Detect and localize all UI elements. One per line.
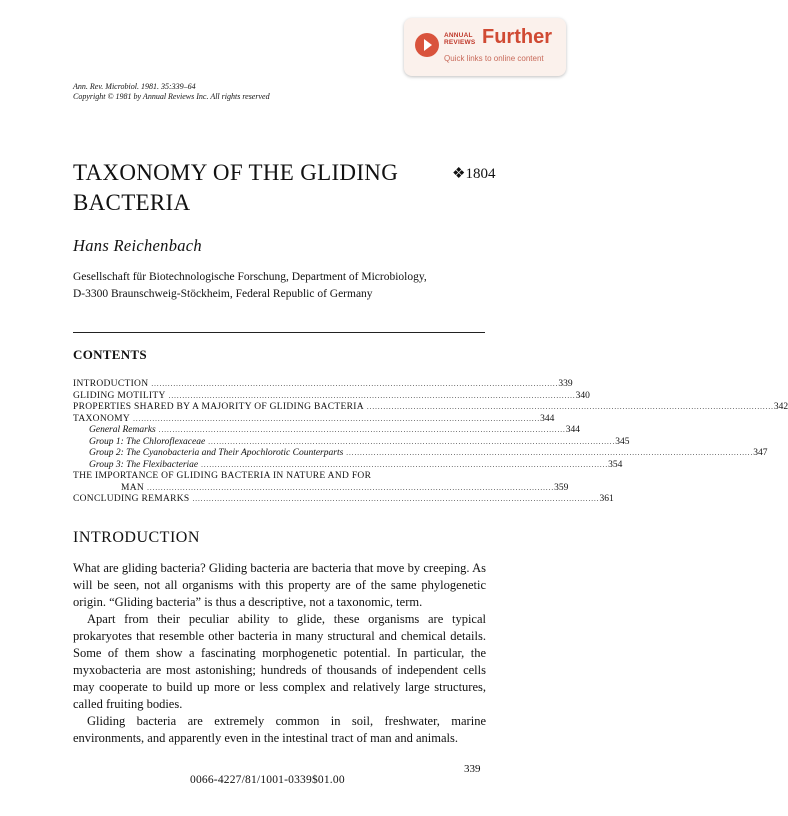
divider [73, 332, 485, 333]
table-of-contents [73, 379, 788, 506]
title-line-2: BACTERIA [73, 190, 191, 215]
contents-heading: CONTENTS [73, 347, 147, 362]
title-line-1: TAXONOMY OF THE GLIDING [73, 160, 399, 185]
article-code: 0066-4227/81/1001-0339$01.00 [190, 774, 345, 786]
toc-entry-properties[interactable]: PROPERTIES SHARED BY A MAJORITY OF GLIDING BACTERIA .................................................................................................................................................... 342 [73, 402, 788, 412]
toc-entry-concluding-remarks[interactable]: CONCLUDING REMARKS .................................................................................................................................................... 361 [73, 494, 614, 504]
further-label: Further [482, 26, 552, 48]
author-name: Hans Reichenbach [73, 236, 202, 255]
toc-entry-introduction[interactable]: INTRODUCTION .................................................................................................................................................... 339 [73, 379, 573, 389]
further-tagline: Quick links to online content [444, 54, 544, 63]
paragraph-3: Gliding bacteria are extremely common in soil, freshwater, marine environments, and apparently even in the intestinal tract of man and animals. [73, 714, 486, 745]
toc-entry-group-1[interactable]: Group 1: The Chloroflexaceae .................................................................................................................................................... 345 [89, 436, 630, 447]
article-title [73, 158, 433, 218]
citation-line: Ann. Rev. Microbiol. 1981. 35:339–64 [73, 82, 196, 91]
toc-entry-general-remarks[interactable]: General Remarks .................................................................................................................................................... 344 [89, 425, 580, 435]
paragraph-1: What are gliding bacteria? Gliding bacteria are bacteria that move by creeping. As will be seen, not all organisms with this property are of the same phylogenetic origin. “Gliding bacteria” is thus a descriptive, not a taxonomic, term. [73, 561, 486, 609]
toc-entry-importance-cont[interactable]: MAN .................................................................................................................................................... 359 [121, 482, 569, 493]
toc-entry-importance[interactable]: THE IMPORTANCE OF GLIDING BACTERIA IN NATURE AND FOR [73, 471, 372, 481]
introduction-body [73, 560, 486, 747]
page-number: 339 [464, 763, 481, 775]
article-number: ❖1804 [452, 166, 496, 182]
journal-citation [73, 82, 270, 102]
paragraph-2: Apart from their peculiar ability to glide, these organisms are typical prokaryotes that resemble other bacteria in many structural and chemical details. Some of them show a fascinating morphogenetic potential. In particular, the myxobacteria are most astonishing; hundreds of thousands of independent cells may cooperate to build up more or less complex and relatively large structures, called fruiting bodies. [73, 612, 486, 711]
annual-reviews-logo: ANNUAL REVIEWS [444, 32, 476, 46]
copyright-line: Copyright © 1981 by Annual Reviews Inc. All rights reserved [73, 92, 270, 101]
author-affiliation: Gesellschaft für Biotechnologische Forschung, Department of Microbiology, D-3300 Braunschweig-Stöckheim, Federal Republic of Germany [73, 271, 427, 300]
toc-entry-group-3[interactable]: Group 3: The Flexibacteriae .................................................................................................................................................... 354 [89, 459, 623, 470]
introduction-heading: INTRODUCTION [73, 529, 200, 546]
play-icon [415, 33, 439, 57]
toc-entry-gliding-motility[interactable]: GLIDING MOTILITY .................................................................................................................................................... 340 [73, 390, 590, 401]
toc-entry-group-2[interactable]: Group 2: The Cyanobacteria and Their Apochlorotic Counterparts .................................................................................................................................................... 347 [89, 448, 768, 458]
toc-entry-taxonomy[interactable]: TAXONOMY .................................................................................................................................................... 344 [73, 413, 555, 424]
further-badge[interactable] [404, 18, 566, 76]
